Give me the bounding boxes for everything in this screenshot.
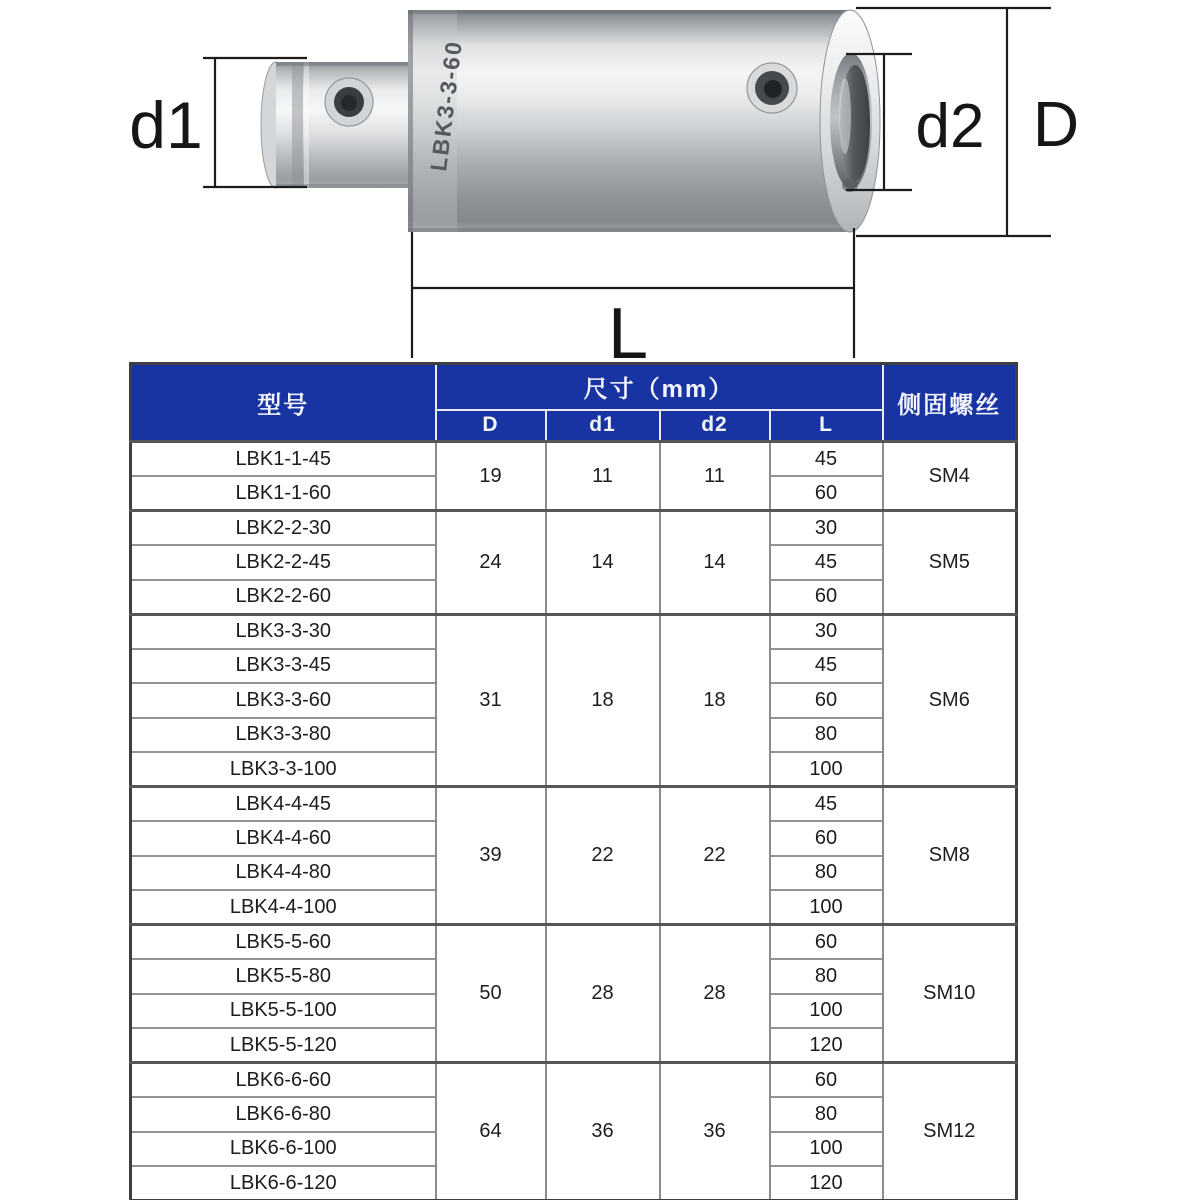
model-cell: LBK6-6-60	[131, 1063, 436, 1098]
model-cell: LBK2-2-60	[131, 580, 436, 615]
L-cell: 60	[770, 925, 883, 960]
D-cell: 19	[436, 442, 546, 511]
tool-dimension-diagram	[0, 0, 1200, 362]
L-cell: 60	[770, 1063, 883, 1098]
d1-cell: 22	[546, 787, 660, 925]
L-cell: 80	[770, 718, 883, 753]
L-cell: 45	[770, 545, 883, 580]
d1-cell: 18	[546, 614, 660, 787]
subheader-D: D	[436, 410, 546, 442]
model-cell: LBK4-4-60	[131, 821, 436, 856]
subheader-d2: d2	[660, 410, 770, 442]
nose-set-screw-hole	[325, 78, 373, 126]
model-cell: LBK3-3-45	[131, 649, 436, 684]
table-header-row	[131, 364, 1017, 410]
tool-photo	[261, 10, 880, 232]
L-cell: 100	[770, 1132, 883, 1167]
table-row	[131, 511, 1017, 546]
D-cell: 50	[436, 925, 546, 1063]
D-cell: 39	[436, 787, 546, 925]
tool-body	[408, 10, 880, 232]
d2-cell: 22	[660, 787, 770, 925]
screw-cell: SM6	[883, 614, 1017, 787]
engraved-model-text: LBK3-3-60	[425, 38, 468, 173]
subheader-d1: d1	[546, 410, 660, 442]
model-cell: LBK4-4-45	[131, 787, 436, 822]
model-cell: LBK5-5-120	[131, 1028, 436, 1063]
dim-label-d1: d1	[129, 88, 203, 162]
table-row	[131, 442, 1017, 477]
d1-cell: 36	[546, 1063, 660, 1200]
screw-cell: SM12	[883, 1063, 1017, 1200]
L-cell: 45	[770, 787, 883, 822]
model-cell: LBK6-6-80	[131, 1097, 436, 1132]
table-row	[131, 1063, 1017, 1098]
L-cell: 45	[770, 442, 883, 477]
dim-label-L: L	[607, 294, 649, 362]
d1-cell: 14	[546, 511, 660, 615]
D-cell: 64	[436, 1063, 546, 1200]
screw-cell: SM8	[883, 787, 1017, 925]
model-cell: LBK3-3-30	[131, 614, 436, 649]
subheader-L: L	[770, 410, 883, 442]
L-cell: 120	[770, 1028, 883, 1063]
spec-table	[129, 362, 1018, 1200]
model-cell: LBK6-6-120	[131, 1166, 436, 1200]
table-row	[131, 614, 1017, 649]
L-cell: 80	[770, 959, 883, 994]
L-cell: 60	[770, 683, 883, 718]
model-cell: LBK5-5-80	[131, 959, 436, 994]
d2-cell: 28	[660, 925, 770, 1063]
model-cell: LBK4-4-80	[131, 856, 436, 891]
D-cell: 24	[436, 511, 546, 615]
L-cell: 45	[770, 649, 883, 684]
tool-bore-face	[820, 10, 880, 232]
model-cell: LBK5-5-60	[131, 925, 436, 960]
body-set-screw-hole	[747, 63, 797, 113]
L-cell: 100	[770, 752, 883, 787]
L-cell: 80	[770, 1097, 883, 1132]
L-cell: 60	[770, 821, 883, 856]
header-screw: 侧固螺丝	[883, 364, 1017, 442]
d2-cell: 11	[660, 442, 770, 511]
L-cell: 100	[770, 890, 883, 925]
d1-cell: 11	[546, 442, 660, 511]
d2-cell: 36	[660, 1063, 770, 1200]
D-cell: 31	[436, 614, 546, 787]
model-cell: LBK1-1-45	[131, 442, 436, 477]
L-cell: 80	[770, 856, 883, 891]
L-cell: 60	[770, 476, 883, 511]
table-row	[131, 787, 1017, 822]
model-cell: LBK3-3-100	[131, 752, 436, 787]
model-cell: LBK2-2-30	[131, 511, 436, 546]
model-cell: LBK4-4-100	[131, 890, 436, 925]
d1-cell: 28	[546, 925, 660, 1063]
dim-label-D: D	[1032, 88, 1080, 160]
model-cell: LBK3-3-60	[131, 683, 436, 718]
table-row	[131, 925, 1017, 960]
dim-label-d2: d2	[915, 92, 985, 161]
screw-cell: SM10	[883, 925, 1017, 1063]
model-cell: LBK6-6-100	[131, 1132, 436, 1167]
L-cell: 60	[770, 580, 883, 615]
screw-cell: SM5	[883, 511, 1017, 615]
model-cell: LBK3-3-80	[131, 718, 436, 753]
d2-cell: 18	[660, 614, 770, 787]
model-cell: LBK5-5-100	[131, 994, 436, 1029]
header-model: 型号	[131, 364, 436, 442]
L-cell: 100	[770, 994, 883, 1029]
model-cell: LBK2-2-45	[131, 545, 436, 580]
L-cell: 30	[770, 614, 883, 649]
L-cell: 30	[770, 511, 883, 546]
d2-cell: 14	[660, 511, 770, 615]
screw-cell: SM4	[883, 442, 1017, 511]
tool-nose	[261, 62, 414, 188]
L-cell: 120	[770, 1166, 883, 1200]
model-cell: LBK1-1-60	[131, 476, 436, 511]
header-dimensions: 尺寸（mm）	[436, 364, 883, 410]
